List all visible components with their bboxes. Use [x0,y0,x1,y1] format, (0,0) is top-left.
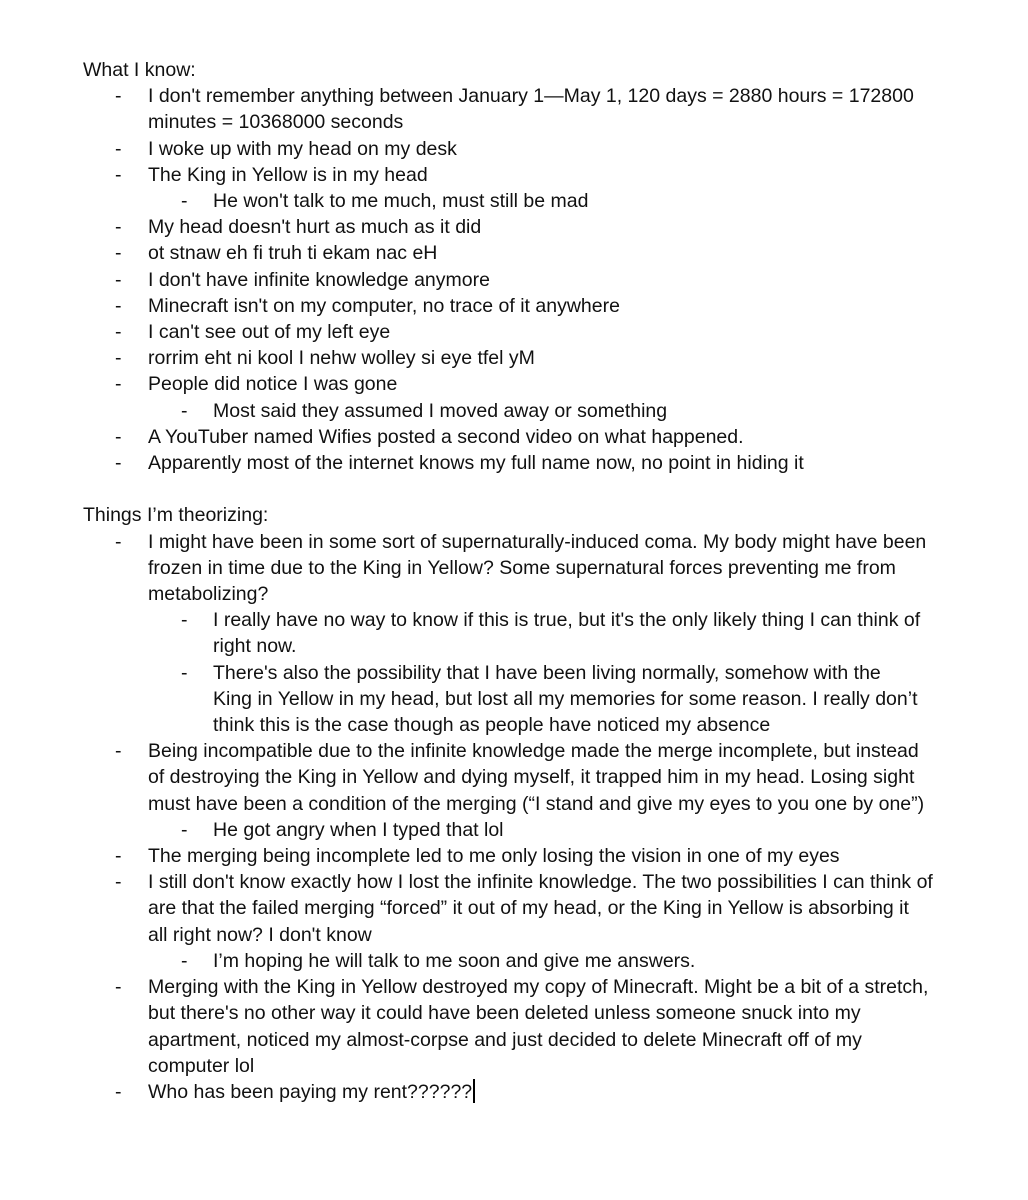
list-item-text: rorrim eht ni kool I nehw wolley si eye tfel yM [148,347,535,370]
bullet-list [83,83,963,476]
list-item [83,974,963,1079]
list-item-text: I woke up with my head on my desk [148,137,457,160]
list-item [83,240,963,266]
bullet-dash: - [115,1080,122,1103]
sub-bullet-list [83,817,963,843]
list-item [83,345,963,371]
list-item-text: The King in Yellow is in my head [148,163,428,186]
document-body[interactable] [83,57,963,1105]
bullet-dash: - [181,818,188,841]
list-item [83,162,963,188]
bullet-dash: - [115,268,122,291]
bullet-dash: - [115,321,122,344]
sub-list-item [83,660,963,739]
sub-list-item [83,817,963,843]
sub-bullet-list [83,398,963,424]
sub-list-item-text: There's also the possibility that I have been living normally, somehow with the King in Yellow in my head, but lost all my memories for some reason. I really don’t think this is the case though as people have noticed my absence [213,661,918,737]
list-item [83,738,963,817]
bullet-dash: - [115,530,122,553]
bullet-dash: - [115,740,122,763]
list-item [83,843,963,869]
list-item-text: Who has been paying my rent?????? [148,1080,473,1103]
section-heading: Things I’m theorizing: [83,504,269,527]
list-item [83,83,963,135]
list-item-text: I might have been in some sort of supernaturally-induced coma. My body might have been frozen in time due to the King in Yellow? Some supernatural forces preventing me from metabolizing? [148,530,927,606]
sub-list-item [83,188,963,214]
list-item-text: I don't have infinite knowledge anymore [148,268,490,291]
list-item-text: ot stnaw eh fi truh ti ekam nac eH [148,242,438,265]
bullet-dash: - [181,190,188,213]
bullet-dash: - [115,137,122,160]
list-item-text: Merging with the King in Yellow destroyed my copy of Minecraft. Might be a bit of a stretch, but there's no other way it could have been deleted unless someone snuck into my apartment, noticed my almost-corpse and just decided to delete Minecraft off of my computer lol [148,976,929,1077]
list-item [83,214,963,240]
list-item [83,136,963,162]
sub-list-item-text: I really have no way to know if this is true, but it's the only likely thing I can think of right now. [213,609,921,658]
bullet-dash: - [181,661,188,684]
list-item [83,450,963,476]
sub-list-item [83,948,963,974]
sub-list-item [83,607,963,659]
sub-list-item-text: I’m hoping he will talk to me soon and give me answers. [213,949,696,972]
bullet-dash: - [115,163,122,186]
list-item-text: A YouTuber named Wifies posted a second video on what happened. [148,425,744,448]
bullet-dash: - [181,949,188,972]
list-item [83,529,963,608]
list-item-text: I still don't know exactly how I lost the infinite knowledge. The two possibilities I can think of are that the failed merging “forced” it out of my head, or the King in Yellow is absorbing it all right now? I don't know [148,871,933,946]
section-heading: What I know: [83,59,196,81]
sub-list-item-text: Most said they assumed I moved away or something [213,399,668,422]
text-cursor [473,1079,475,1103]
list-item [83,371,963,397]
bullet-dash: - [115,976,122,999]
bullet-dash: - [115,871,122,894]
bullet-dash: - [115,845,122,868]
list-item [83,319,963,345]
sub-bullet-list [83,188,963,214]
blank-line [83,476,963,502]
list-item-text: My head doesn't hurt as much as it did [148,216,482,239]
bullet-list [83,529,963,1105]
bullet-dash: - [181,399,188,422]
bullet-dash: - [115,242,122,265]
sub-bullet-list [83,607,963,738]
bullet-dash: - [115,294,122,317]
sub-list-item [83,398,963,424]
list-item [83,869,963,948]
list-item-text: Apparently most of the internet knows my full name now, no point in hiding it [148,452,804,475]
list-item [83,424,963,450]
sub-list-item-text: He won't talk to me much, must still be mad [213,190,589,213]
list-item-text: People did notice I was gone [148,373,398,396]
list-item-text: I can't see out of my left eye [148,321,391,344]
list-item [83,267,963,293]
list-item-text: Minecraft isn't on my computer, no trace of it anywhere [148,294,620,317]
bullet-dash: - [115,373,122,396]
bullet-dash: - [115,85,122,108]
list-item-text: The merging being incomplete led to me only losing the vision in one of my eyes [148,845,840,868]
bullet-dash: - [115,216,122,239]
bullet-dash: - [181,609,188,632]
bullet-dash: - [115,347,122,370]
list-item [83,1079,963,1105]
bullet-dash: - [115,425,122,448]
list-item-text: I don't remember anything between January 1—May 1, 120 days = 2880 hours = 172800 minutes = 10368000 seconds [148,85,914,134]
sub-list-item-text: He got angry when I typed that lol [213,818,504,841]
list-item [83,293,963,319]
sub-bullet-list [83,948,963,974]
list-item-text: Being incompatible due to the infinite knowledge made the merge incomplete, but instead of destroying the King in Yellow and dying myself, it trapped him in my head. Losing sight must have been a condition of the merging (“I stand and give my eyes to you one by one”) [148,740,925,815]
bullet-dash: - [115,452,122,475]
